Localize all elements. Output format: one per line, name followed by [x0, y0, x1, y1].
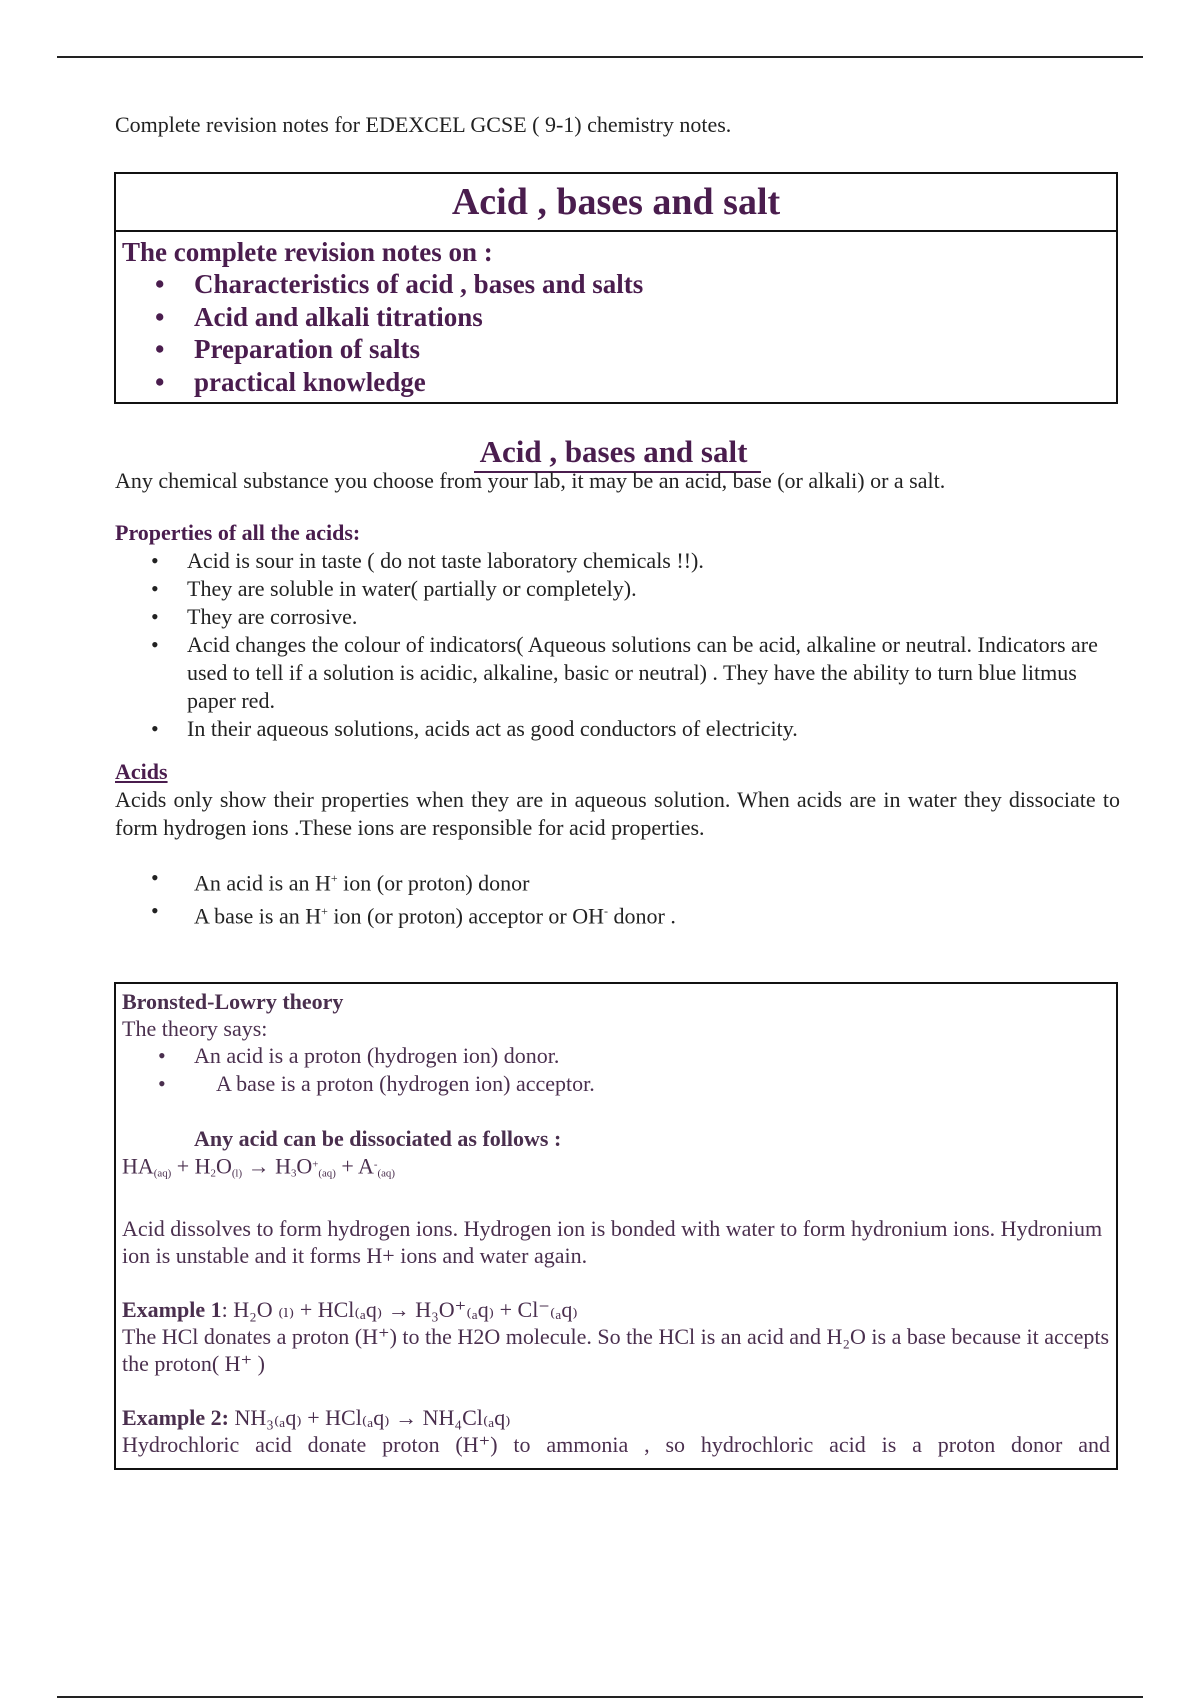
page-content	[115, 112, 1120, 1457]
summary-box	[114, 172, 1118, 404]
list-item: • An acid is an H+ ion (or proton) donor	[115, 864, 1120, 897]
list-item: • They are soluble in water( partially or completely).	[115, 575, 1120, 603]
example2-equation: Example 2: NH₃₍ₐq₎ + HCl₍ₐq₎ → NH₄Cl₍ₐq₎	[122, 1404, 511, 1430]
list-item: • A base is a proton (hydrogen ion) acceptor.	[122, 1070, 1110, 1098]
example2-paragraph: Hydrochloric acid donate proton (H⁺) to ammonia , so hydrochloric acid is a proton donor and	[122, 1431, 1110, 1457]
summary-list	[122, 268, 1110, 398]
properties-section	[115, 519, 1120, 743]
section-title: Acid , bases and salt	[115, 434, 1120, 470]
list-item: • In their aqueous solutions, acids act as good conductors of electricity.	[115, 715, 1120, 743]
bottom-rule	[57, 1696, 1143, 1698]
list-item: • A base is an H+ ion (or proton) acceptor or OH- donor .	[115, 897, 1120, 930]
summary-item: • practical knowledge	[122, 366, 1110, 399]
lead-paragraph: Any chemical substance you choose from your lab, it may be an acid, base (or alkali) or a salt.	[115, 468, 946, 493]
summary-box-title: Acid , bases and salt	[116, 174, 1116, 232]
bronsted-says: The theory says:	[122, 1016, 268, 1041]
dissociation-equation: $HA_{(aq)} + H_2O_{(l)} \to H_3O^+_{(aq)} + A^-_{(aq)}$	[122, 1153, 395, 1180]
bronsted-box	[114, 982, 1118, 1470]
summary-box-heading: The complete revision notes on :	[122, 237, 493, 267]
list-item: • Acid is sour in taste ( do not taste laboratory chemicals !!).	[115, 547, 1120, 575]
list-item: • An acid is a proton (hydrogen ion) donor.	[122, 1042, 1110, 1070]
top-rule	[57, 56, 1143, 58]
dissolve-paragraph: Acid dissolves to form hydrogen ions. Hydrogen ion is bonded with water to form hydronium ions. Hydronium ion is unstable and it forms H+ ions and water again.	[122, 1215, 1103, 1268]
example1-equation: Example 1: H₂O ₍ₗ₎ + HCl₍ₐq₎ → H₃O⁺₍ₐq₎ + Cl⁻₍ₐq₎	[122, 1296, 578, 1322]
acids-heading: Acids	[115, 759, 168, 784]
summary-item: • Preparation of salts	[122, 333, 1110, 366]
properties-heading: Properties of all the acids:	[115, 520, 361, 545]
bronsted-heading: Bronsted-Lowry theory	[122, 989, 344, 1014]
list-item: • Acid changes the colour of indicators( Aqueous solutions can be acid, alkaline or neutral. Indicators are used to tell if a solution is acidic, alkaline, basic or neutral) . They have the ability to turn blue litmus paper red.	[115, 631, 1120, 715]
summary-item: • Acid and alkali titrations	[122, 301, 1110, 334]
summary-item: • Characteristics of acid , bases and salts	[122, 268, 1110, 301]
intro-text: Complete revision notes for EDEXCEL GCSE ( 9-1) chemistry notes.	[115, 112, 732, 137]
acids-section	[115, 758, 1120, 931]
acids-paragraph: Acids only show their properties when they are in aqueous solution. When acids are in water they dissociate to form hydrogen ions .These ions are responsible for acid properties.	[115, 787, 1120, 840]
list-item: • They are corrosive.	[115, 603, 1120, 631]
dissociate-heading: Any acid can be dissociated as follows :	[194, 1126, 562, 1151]
example1-paragraph: The HCl donates a proton (H⁺) to the H2O molecule. So the HCl is an acid and H₂O is a base because it accepts the proton( H⁺ )	[122, 1323, 1110, 1376]
